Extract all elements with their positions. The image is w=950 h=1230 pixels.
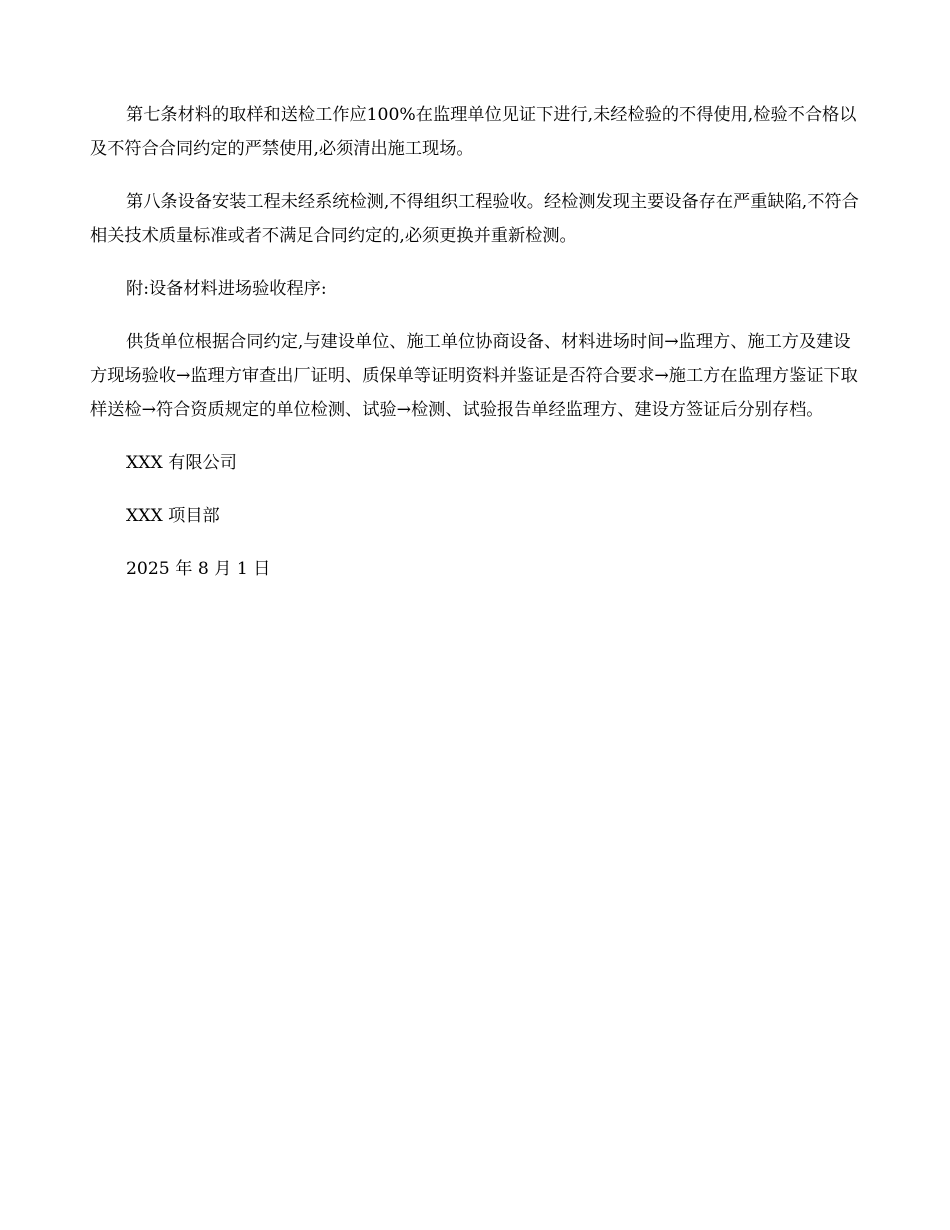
article-eight-paragraph: 第八条设备安装工程未经系统检测,不得组织工程验收。经检测发现主要设备存在严重缺陷,不符合相关技术质量标准或者不满足合同约定的,必须更换并重新检测。 (90, 192, 859, 246)
appendix-heading: 附:设备材料进场验收程序: (126, 279, 327, 299)
acceptance-procedure-paragraph: 供货单位根据合同约定,与建设单位、施工单位协商设备、材料进场时间→监理方、施工方及建设方现场验收→监理方审查出厂证明、质保单等证明资料并鉴证是否符合要求→施工方在监理方鉴证下取样送检→符合资质规定的单位检测、试验→检测、试验报告单经监理方、建设方签证后分别存档。 (90, 332, 858, 420)
signature-company: XXX 有限公司 (126, 453, 237, 473)
article-seven-paragraph: 第七条材料的取样和送检工作应100%在监理单位见证下进行,未经检验的不得使用,检验不合格以及不符合合同约定的严禁使用,必须清出施工现场。 (90, 105, 857, 159)
signature-department: XXX 项目部 (126, 506, 220, 526)
document-body (90, 98, 860, 605)
signature-date: 2025 年 8 月 1 日 (126, 559, 271, 579)
